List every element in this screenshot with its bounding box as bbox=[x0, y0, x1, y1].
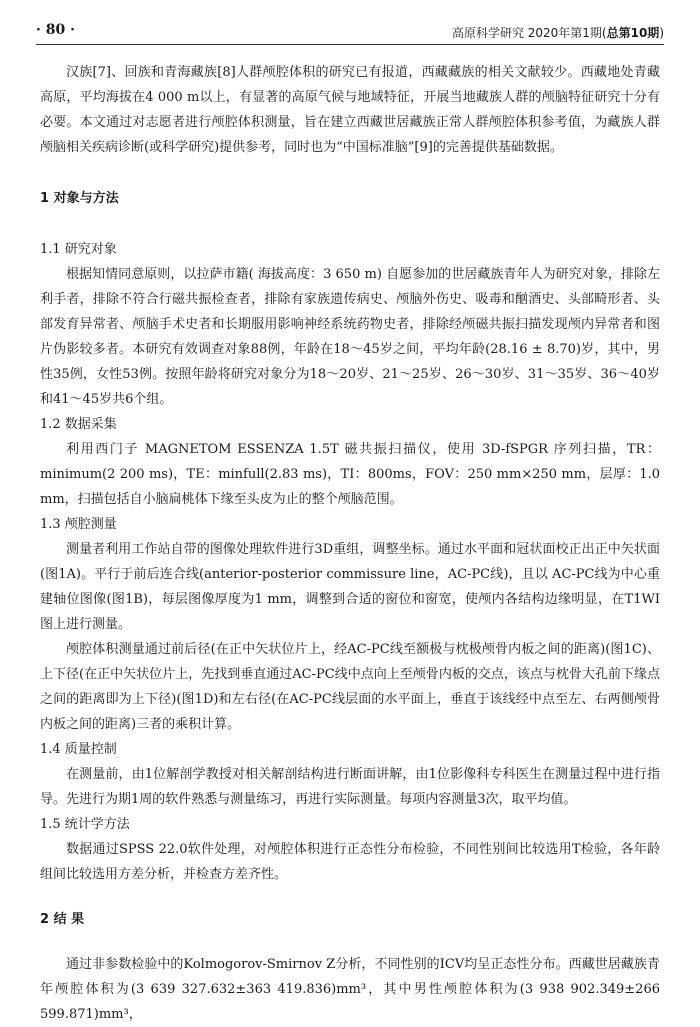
subsection-1-4-heading: 1.4 质量控制 bbox=[40, 742, 117, 757]
subsection-1-5-heading: 1.5 统计学方法 bbox=[40, 817, 130, 832]
article-body bbox=[40, 60, 660, 1027]
subsection-1-3-heading: 1.3 颅腔测量 bbox=[40, 517, 117, 532]
subsection-1-5-text: 数据通过SPSS 22.0软件处理，对颅腔体积进行正态性分布检验，不同性别间比较选用T检验，各年龄组间比较选用方差分析，并检查方差齐性。 bbox=[40, 842, 660, 882]
subsection-1-1-heading: 1.1 研究对象 bbox=[40, 242, 117, 257]
subsection-1-4-text: 在测量前，由1位解剖学教授对相关解剖结构进行断面讲解，由1位影像科专科医生在测量过程中进行指导。先进行为期1周的软件熟悉与测量练习，再进行实际测量。每项内容测量3次，取平均值。 bbox=[40, 767, 660, 807]
subsection-1-2-heading: 1.2 数据采集 bbox=[40, 417, 117, 432]
page-number: · 80 · bbox=[36, 22, 75, 38]
subsection-1-2-text: 利用西门子 MAGNETOM ESSENZA 1.5T 磁共振扫描仪，使用 3D-fSPGR 序列扫描，TR：minimum(2 200 ms)，TE：minfull(2.83 ms)，TI：800ms，FOV：250 mm×250 mm，层厚：1.0 mm，扫描包括自小脑扁桃体下缘至头皮为止的整个颅脑范围。 bbox=[40, 442, 660, 507]
section-2-text: 通过非参数检验中的Kolmogorov-Smirnov Z分析，不同性别的ICV均呈正态性分布。西藏世居藏族青年颅腔体积为(3 639 327.632±363 419.836)mm³，其中男性颅腔体积为(3 938 902.349±266 599.871)mm³， bbox=[40, 957, 660, 1022]
subsection-1-3-text-2: 颅腔体积测量通过前后径(在正中矢状位片上，经AC-PC线至额极与枕极颅骨内板之间的距离)(图1C)、上下径(在正中矢状位片上，先找到垂直通过AC-PC线中点向上至颅骨内板的交点，该点与枕骨大孔前下缘点之间的距离即为上下径)(图1D)和左右径(在AC-PC线层面的水平面上，垂直于该线经中点至左、右两侧颅骨内板之间的距离)三者的乘积计算。 bbox=[40, 642, 660, 732]
running-header bbox=[36, 22, 664, 45]
section-2-heading: 2 结 果 bbox=[40, 912, 85, 927]
journal-prefix: 高原科学研究 2020年第1期( bbox=[451, 26, 607, 40]
subsection-1-1-text: 根据知情同意原则，以拉萨市籍( 海拔高度：3 650 m) 自愿参加的世居藏族青年人为研究对象，排除左利手者，排除不符合行磁共振检查者，排除有家族遗传病史、颅脑外伤史、吸毒和酗酒史、头部畸形者、头部发育异常者、颅脑手术史者和长期服用影响神经系统药物史者，排除经颅磁共振扫描发现颅内异常者和图片伪影较多者。本研究有效调查对象88例，年龄在18～45岁之间，平均年龄(28.16 ± 8.70)岁，其中，男性35例，女性53例。按照年龄将研究对象分为18～20岁、21～25岁、26～30岁、31～35岁、36～40岁和41～45岁共6个组。 bbox=[40, 267, 660, 407]
journal-info bbox=[452, 24, 664, 41]
subsection-1-3-text-1: 测量者利用工作站自带的图像处理软件进行3D重组，调整坐标。通过水平面和冠状面校正出正中矢状面(图1A)。平行于前后连合线(anterior-posterior commissure line，AC-PC线)，且以 AC-PC线为中心重建轴位图像(图1B)，每层图像厚度为1 mm，调整到合适的窗位和窗宽，使颅内各结构边缘明显，在T1WI图上进行测量。 bbox=[40, 542, 660, 632]
journal-suffix: ) bbox=[659, 26, 664, 40]
intro-paragraph: 汉族[7]、回族和青海藏族[8]人群颅腔体积的研究已有报道，西藏藏族的相关文献较少。西藏地处青藏高原，平均海拔在4 000 m以上，有显著的高原气候与地域特征，开展当地藏族人群的颅脑特征研究十分有必要。本文通过对志愿者进行颅腔体积测量，旨在建立西藏世居藏族正常人群颅腔体积参考值，为藏族人群颅脑相关疾病诊断(或科学研究)提供参考，同时也为“中国标准脑”[9]的完善提供基础数据。 bbox=[40, 65, 660, 155]
journal-issue: 总第10期 bbox=[606, 26, 660, 40]
section-1-heading: 1 对象与方法 bbox=[40, 191, 119, 206]
